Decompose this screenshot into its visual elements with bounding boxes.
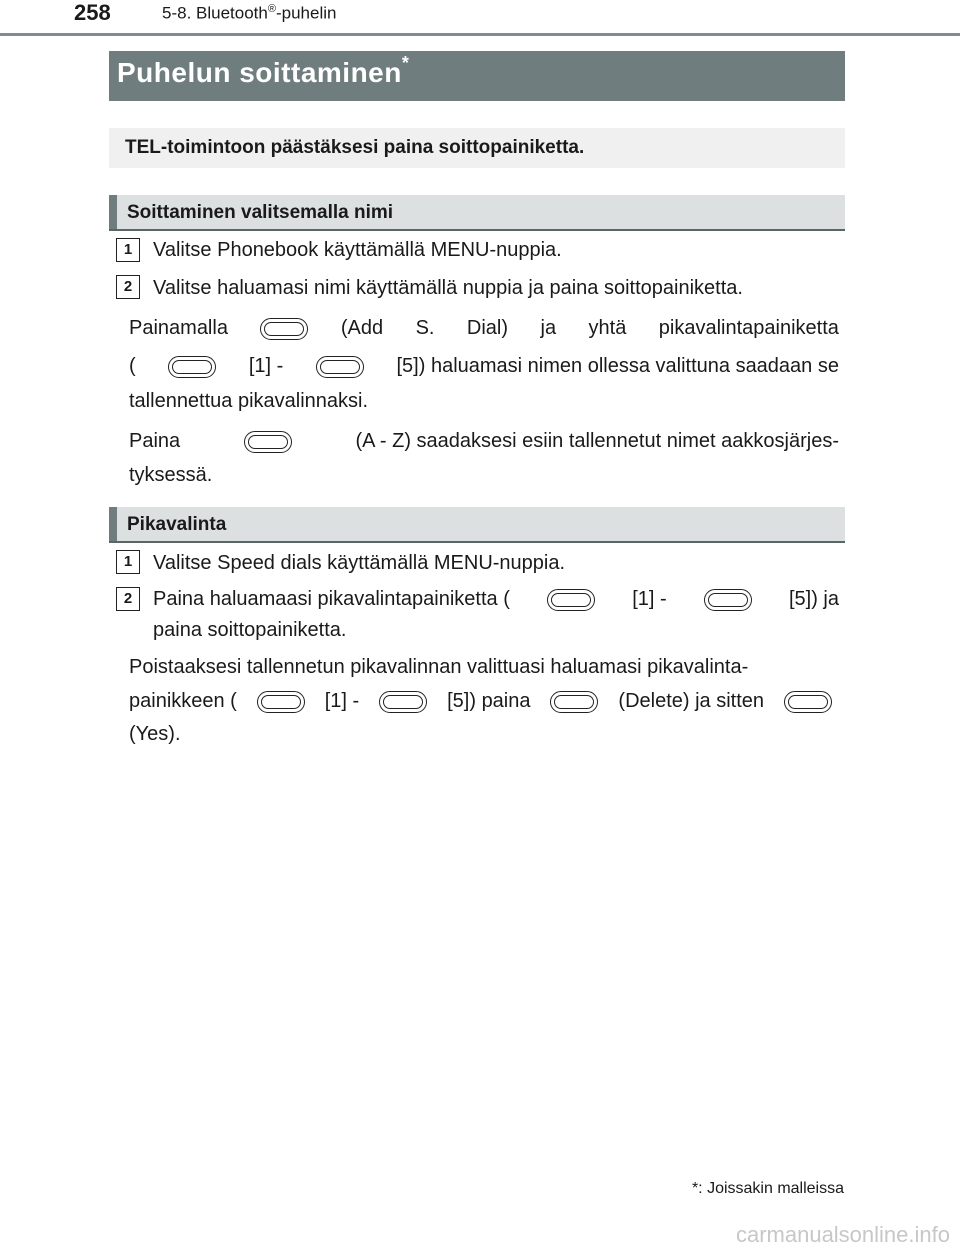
- paragraph-line: Poistaaksesi tallennetun pikavalinnan valittuasi haluamasi pikavalinta-: [129, 656, 749, 678]
- preset-button-icon: [704, 589, 752, 611]
- step-text: Valitse Phonebook käyttämällä MENU-nuppia.: [153, 239, 562, 261]
- intro-text: TEL-toimintoon päästäksesi paina soittopainiketta.: [125, 137, 585, 158]
- preset-button-icon: [316, 356, 364, 378]
- section-heading-name-call: Soittaminen valitsemalla nimi: [109, 195, 845, 231]
- step-text: paina soittopainiketta.: [153, 619, 347, 641]
- preset-button-icon: [257, 691, 305, 713]
- paragraph-line: ( [1] - [5]) haluamasi nimen ollessa valittuna saadaan se: [129, 355, 839, 377]
- add-speed-dial-button-icon: [260, 318, 308, 340]
- title-bar: [109, 51, 845, 101]
- preset-button-icon: [547, 589, 595, 611]
- paragraph-line: tyksessä.: [129, 464, 213, 486]
- step-text: Valitse haluamasi nimi käyttämällä nuppia ja paina soittopainiketta.: [153, 277, 743, 299]
- chapter-title: 5-8. Bluetooth®-puhelin: [162, 3, 337, 23]
- paragraph-line: painikkeen ( [1] - [5]) paina (Delete) ja sitten: [129, 690, 832, 713]
- paragraph-line: Paina (A - Z) saadaksesi esiin tallennetut nimet aakkosjärjes-: [129, 430, 839, 452]
- header-rule: [0, 33, 960, 36]
- page-number: 258: [74, 0, 111, 25]
- yes-button-icon: [784, 691, 832, 713]
- step-text: Valitse Speed dials käyttämällä MENU-nuppia.: [153, 552, 566, 574]
- preset-button-icon: [379, 691, 427, 713]
- footnote: *: Joissakin malleissa: [691, 1180, 844, 1197]
- step-number: 1: [116, 550, 140, 574]
- section-heading-speed-dial: Pikavalinta: [109, 507, 845, 543]
- step-number: 2: [116, 587, 140, 611]
- delete-button-icon: [550, 691, 598, 713]
- asterisk-marker: *: [401, 53, 410, 73]
- step-number: 2: [116, 275, 140, 299]
- watermark: carmanualsonline.info: [735, 1222, 950, 1247]
- preset-button-icon: [168, 356, 216, 378]
- step-number: 1: [116, 238, 140, 262]
- intro-box: [109, 128, 845, 168]
- paragraph-line: (Yes).: [129, 723, 181, 745]
- paragraph-line: Painamalla (Add S. Dial) ja yhtä pikavalintapainiketta: [129, 317, 839, 339]
- page-title: Puhelun soittaminen*: [117, 53, 410, 88]
- a-z-button-icon: [244, 431, 292, 453]
- step-text: Paina haluamaasi pikavalintapainiketta ( [1] - [5]) ja: [153, 588, 839, 610]
- paragraph-line: tallennettua pikavalinnaksi.: [129, 390, 369, 412]
